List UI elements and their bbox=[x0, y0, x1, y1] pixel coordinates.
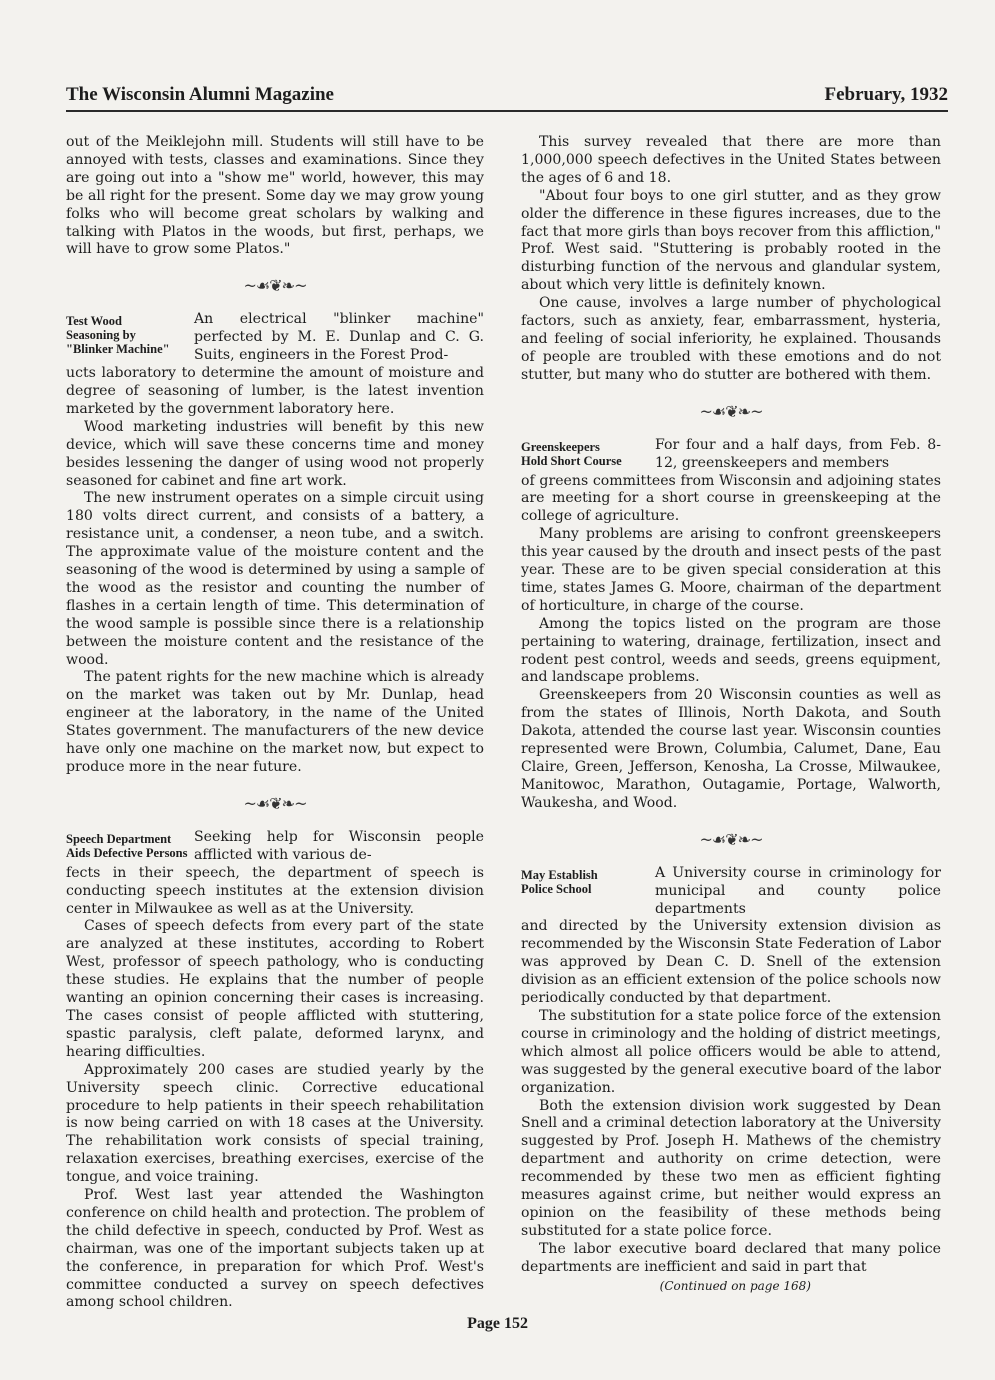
wood-lead-text: An electrical "blinker machine" perfected by M. E. Dunlap and C. G. Suits, engineers in the Forest Prod- bbox=[194, 311, 484, 364]
police-section-heading: May Establish Police School bbox=[521, 867, 598, 896]
greens-section-heading: Greenskeepers Hold Short Course bbox=[521, 439, 622, 468]
greens-lead-text: For four and a half days, from Feb. 8-12, greenskeepers and members bbox=[655, 436, 941, 471]
continued-note: (Continued on page 168) bbox=[659, 1278, 811, 1293]
police-paragraph: The substitution for a state police force of the extension course in criminology and the holding of district meetings, which almost all police officers would be able to attend, was suggested by the general executive board of the labor organization. bbox=[521, 1007, 941, 1096]
speech-section-heading: Speech Department Aids Defective Persons bbox=[66, 831, 188, 860]
wood-paragraph: The patent rights for the new machine which is already on the market was taken out by Mr. Dunlap, head engineer at the laboratory, in the name of the United States government. The manufacturers of the new device have only one machine on the market now, but expect to produce more in the near future. bbox=[66, 669, 484, 775]
greens-lead-continued: of greens committees from Wisconsin and adjoining states are meeting for a short course in greenskeeping at the college of agriculture. bbox=[521, 472, 941, 525]
speech-paragraph: Prof. West last year attended the Washington conference on child health and protection. The problem of the child defective in speech, conducted by Prof. West as chairman, was one of the important subjects taken up at the conference, in preparation for which Prof. West's committee conducted a survey on speech defectives among school children. bbox=[66, 1187, 484, 1311]
wood-lead-continued: ucts laboratory to determine the amount of moisture and degree of seasoning of lumber, is the latest invention marketed by the government laboratory here. bbox=[66, 365, 484, 417]
greens-paragraph: Among the topics listed on the program are those pertaining to watering, drainage, fertilization, insect and rodent pest control, weeds and seeds, greens equipment, and landscape problems. bbox=[521, 615, 941, 686]
police-paragraph: Both the extension division work suggested by Dean Snell and a criminal detection laboratory at the University suggested by Prof. Joseph H. Mathews of the chemistry department and authority on crime detection, were recommended by these two men as efficient fighting measures against crime, but neither would express an opinion on the feasibility of these methods being substituted for a state police force. bbox=[521, 1097, 941, 1239]
magazine-title: The Wisconsin Alumni Magazine bbox=[66, 84, 334, 105]
left-column bbox=[66, 134, 484, 1312]
survey-paragraph: "About four boys to one girl stutter, and as they grow older the difference in these figures increases, due to the fact that more girls than boys recover from this affliction," Prof. West said. "Stuttering is probably rooted in the disturbing function of the nervous and glandular system, about which very little is definitely known. bbox=[521, 187, 941, 294]
wood-paragraph: Wood marketing industries will benefit by this new device, which will save these concerns time and money besides lessening the danger of using wood not properly seasoned for cabinet and fine art work. bbox=[66, 418, 484, 489]
speech-paragraph: Cases of speech defects from every part of the state are analyzed at these institutes, according to Robert West, professor of speech pathology, who is conducting these studies. He explains that the number of people wanting an opinion concerning their cases is increasing. The cases consist of people afflicted with stuttering, spastic paralysis, cleft palate, deformed larynx, and hearing difficulties. bbox=[66, 918, 484, 1060]
wood-section-lead bbox=[66, 311, 484, 365]
police-section-lead bbox=[521, 865, 941, 919]
survey-paragraph: This survey revealed that there are more than 1,000,000 speech defectives in the United States between the ages of 6 and 18. bbox=[521, 134, 941, 186]
police-paragraph: The labor executive board declared that many police departments are inefficient and said in part that bbox=[521, 1240, 941, 1275]
wood-section-heading: Test Wood Seasoning by "Blinker Machine" bbox=[66, 314, 170, 357]
ornament-divider: ~☙❦❧~ bbox=[243, 793, 307, 813]
survey-paragraph: One cause, involves a large number of phychological factors, such as anxiety, fear, embarrassment, hysteria, and feeling of social inferiority, he explained. Thousands of people are troubled with these emotions and do not stutter, but many who do stutter are bothered with them. bbox=[521, 295, 941, 383]
ornament-divider: ~☙❦❧~ bbox=[243, 276, 307, 296]
police-lead-text: A University course in criminology for municipal and county police departments bbox=[655, 864, 941, 917]
ornament-divider: ~☙❦❧~ bbox=[699, 829, 763, 849]
wood-paragraph: The new instrument operates on a simple circuit using 180 volts direct current, and consists of a battery, a resistance unit, a condenser, a neon tube, and a switch. The approximate value of the moisture content and the seasoning of the wood is determined by using a sample of the wood as the resistor and counting the number of flashes in a certain length of time. This determination of the wood sample is possible since there is a relationship between the moisture content and the resistance of the wood. bbox=[66, 490, 484, 668]
speech-lead-text: Seeking help for Wisconsin people afflicted with various de- bbox=[194, 828, 484, 863]
police-lead-continued: and directed by the University extension division as recommended by the Wisconsin State Federation of Labor was approved by Dean C. D. Snell of the extension division as an efficient extension of the police schools now periodically conducted by that department. bbox=[521, 918, 941, 1007]
greens-section-lead bbox=[521, 437, 941, 473]
page-number: Page 152 bbox=[467, 1315, 528, 1332]
ornament-divider: ~☙❦❧~ bbox=[699, 401, 763, 421]
right-column bbox=[521, 134, 941, 1295]
speech-paragraph: Approximately 200 cases are studied yearly by the University speech clinic. Corrective educational procedure to help patients in their speech rehabilitation is now being carried on with 18 cases at the University. The rehabilitation work consists of special training, relaxation exercises, breathing exercises, exercise of the tongue, and voice training. bbox=[66, 1061, 484, 1186]
greens-paragraph: Greenskeepers from 20 Wisconsin counties as well as from the states of Illinois, North Dakota, and South Dakota, attended the course last year. Wisconsin counties represented were Brown, Columbia, Calumet, Dane, Eau Claire, Green, Jefferson, Kenosha, La Crosse, Milwaukee, Manitowoc, Marathon, Outagamie, Portage, Walworth, Waukesha, and Wood. bbox=[521, 687, 941, 811]
speech-section-lead bbox=[66, 829, 484, 865]
issue-date: February, 1932 bbox=[824, 84, 948, 105]
speech-lead-continued: fects in their speech, the department of speech is conducting speech institutes at the extension division center in Milwaukee as well as at the University. bbox=[66, 864, 484, 917]
greens-paragraph: Many problems are arising to confront greenskeepers this year caused by the drouth and insect pests of the past year. These are to be given special consideration at this time, states James G. Moore, chairman of the department of horticulture, in charge of the course. bbox=[521, 526, 941, 614]
intro-paragraph: out of the Meiklejohn mill. Students will still have to be annoyed with tests, classes and examinations. Since they are going out into a "show me" world, however, this may be all right for the present. Some day we may grow young folks who will become great scholars by walking and talking with Platos in the woods, but first, perhaps, we will have to grow some Platos." bbox=[66, 134, 484, 258]
page-header bbox=[66, 84, 948, 112]
